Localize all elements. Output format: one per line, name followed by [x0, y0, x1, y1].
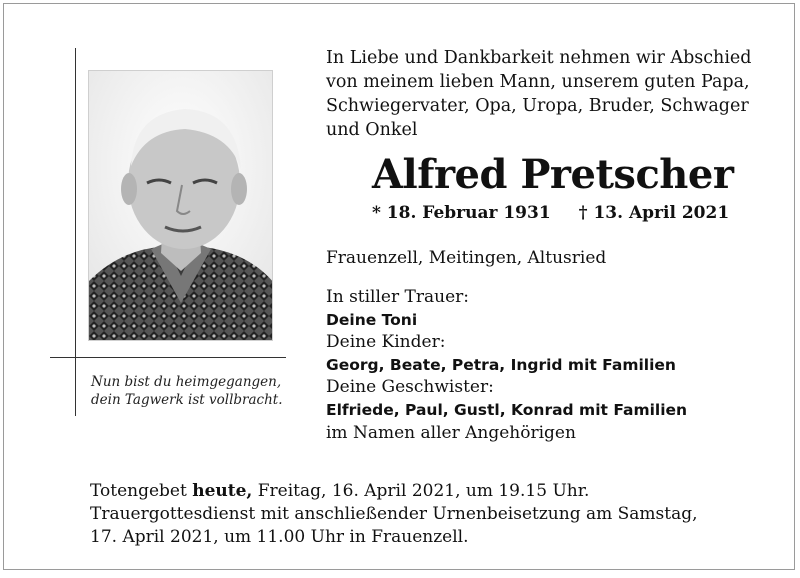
places-of-residence: Frauenzell, Meitingen, Altusried: [326, 248, 607, 268]
portrait-illustration: [89, 71, 273, 341]
prayer-prefix: Totengebet: [90, 481, 193, 501]
service-line: 17. April 2021, um 11.00 Uhr in Frauenzell.: [90, 527, 469, 547]
mourners-closing: im Namen aller Angehörigen: [326, 422, 576, 443]
intro-line: Schwiegervater, Opa, Uropa, Bruder, Schwager: [326, 96, 749, 116]
children-label: Deine Kinder:: [326, 332, 446, 353]
intro-line: In Liebe und Dankbarkeit nehmen wir Abschied: [326, 48, 752, 68]
vertical-divider: [75, 48, 76, 416]
portrait-photo: [88, 70, 273, 341]
siblings-names: Elfriede, Paul, Gustl, Konrad mit Familien: [326, 400, 688, 419]
spouse-name: Deine Toni: [326, 310, 418, 329]
service-details: [90, 480, 730, 549]
obituary-notice: [3, 3, 795, 570]
intro-line: und Onkel: [326, 120, 418, 140]
mourners-list: [326, 286, 786, 444]
siblings-label: Deine Geschwister:: [326, 377, 494, 398]
intro-line: von meinem lieben Mann, unserem guten Papa,: [326, 72, 750, 92]
prayer-today: heute,: [192, 481, 253, 501]
death-date: † 13. April 2021: [578, 203, 730, 223]
children-names: Georg, Beate, Petra, Ingrid mit Familien: [326, 355, 676, 374]
verse-line: Nun bist du heimgegangen,: [91, 374, 282, 390]
deceased-name: Alfred Pretscher: [372, 151, 734, 198]
farewell-intro: [326, 46, 766, 142]
horizontal-divider: [50, 357, 286, 358]
verse-line: dein Tagwerk ist vollbracht.: [91, 392, 283, 408]
life-dates: [372, 201, 732, 225]
memorial-verse: [91, 373, 291, 409]
prayer-suffix: Freitag, 16. April 2021, um 19.15 Uhr.: [252, 481, 590, 501]
mourners-heading: In stiller Trauer:: [326, 287, 469, 307]
service-line: Trauergottesdienst mit anschließender Urnenbeisetzung am Samstag,: [90, 504, 698, 524]
prayer-info: [90, 480, 730, 503]
birth-date: * 18. Februar 1931: [372, 203, 551, 223]
